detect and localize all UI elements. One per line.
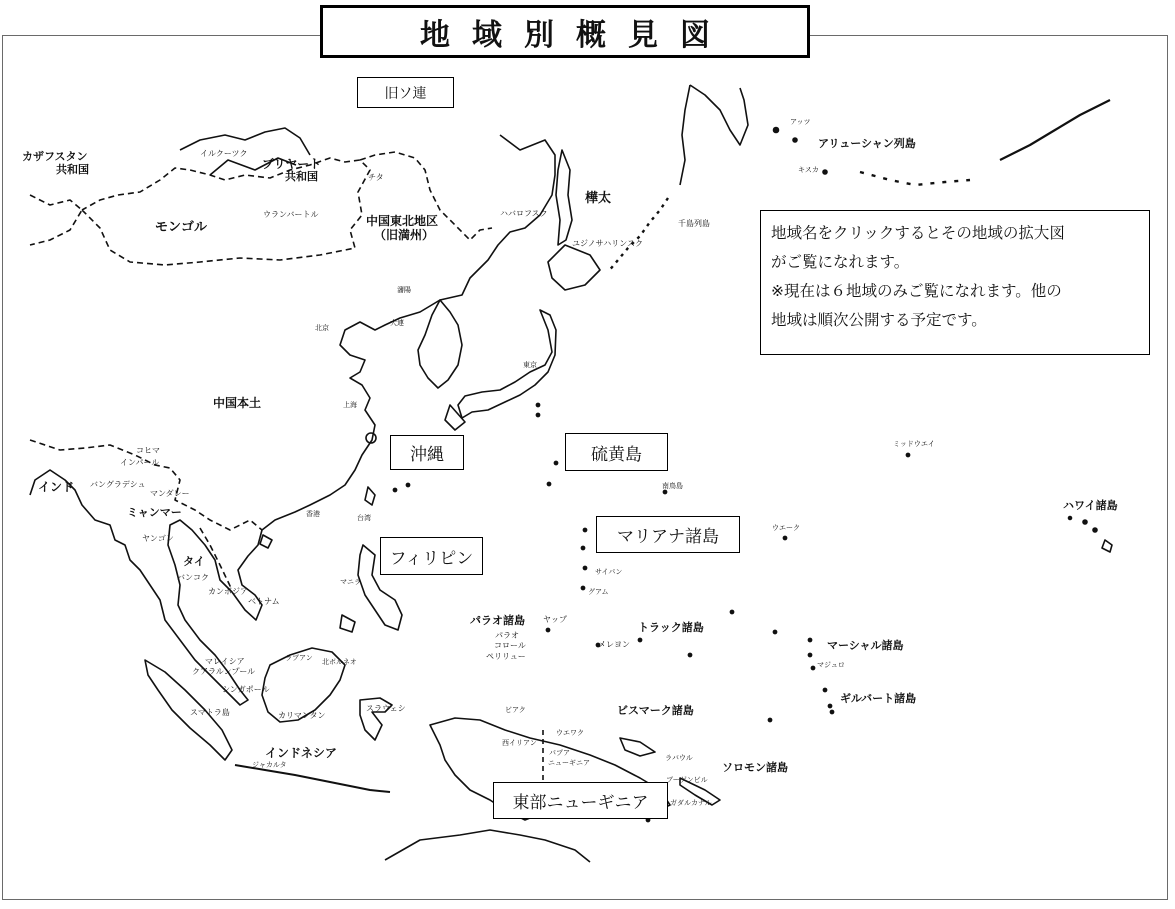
label-karafuto: 樺太 bbox=[585, 191, 612, 206]
instructions-line: 地域は順次公開する予定です。 bbox=[771, 311, 987, 329]
region-button-okinawa[interactable]: 沖縄 bbox=[390, 435, 464, 470]
region-button-iwojima[interactable]: 硫黄島 bbox=[565, 433, 668, 471]
label-kazakhstan-2: 共和国 bbox=[56, 163, 89, 176]
label-labuan: ラブアン bbox=[285, 654, 313, 662]
label-bangkok: バンコク bbox=[177, 573, 209, 582]
label-taiwan: 台湾 bbox=[357, 514, 371, 522]
label-solomon-islands: ソロモン諸島 bbox=[722, 761, 788, 774]
label-mongolia: モンゴル bbox=[155, 220, 208, 235]
label-myanmar: ミャンマー bbox=[127, 506, 182, 519]
label-minamitorishima: 南鳥島 bbox=[662, 482, 683, 490]
label-palau-islands: パラオ諸島 bbox=[470, 614, 525, 627]
label-beijing: 北京 bbox=[315, 324, 329, 332]
label-papua: パプア bbox=[549, 749, 570, 757]
label-chita: チタ bbox=[368, 173, 384, 182]
label-buryat-2: 共和国 bbox=[285, 170, 318, 183]
label-bougainville: ブーゲンビル bbox=[666, 776, 708, 784]
label-yangon: ヤンゴン bbox=[142, 534, 174, 543]
label-shenyang: 瀋陽 bbox=[397, 286, 411, 294]
label-tokyo: 東京 bbox=[523, 361, 537, 369]
label-imphal: インパール bbox=[120, 458, 160, 467]
label-kuril-islands: 千島列島 bbox=[678, 219, 710, 228]
label-marshall-islands: マーシャル諸島 bbox=[827, 639, 904, 652]
label-mandalay: マンダレー bbox=[150, 489, 190, 498]
label-thailand: タイ bbox=[183, 555, 205, 568]
label-truk-islands: トラック諸島 bbox=[638, 621, 704, 634]
label-sumatra: スマトラ島 bbox=[190, 708, 230, 717]
label-shanghai: 上海 bbox=[343, 401, 357, 409]
label-west-irian: 西イリアン bbox=[502, 739, 537, 747]
label-manchuria-2: （旧満州） bbox=[374, 228, 435, 242]
label-woleai: メレヨン bbox=[598, 640, 630, 649]
label-majuro: マジュロ bbox=[817, 661, 845, 669]
instructions-line: 地域名をクリックするとその地域の拡大図 bbox=[771, 224, 1065, 242]
label-sulawesi: スラウェシ bbox=[366, 704, 406, 713]
label-yap: ヤップ bbox=[543, 615, 567, 624]
label-indonesia: インドネシア bbox=[265, 746, 337, 760]
label-jakarta: ジャカルタ bbox=[252, 761, 287, 769]
label-dalian: 大連 bbox=[390, 319, 404, 327]
label-kalimantan: カリマンタン bbox=[278, 711, 326, 720]
label-new-guinea: ニューギニア bbox=[548, 759, 590, 767]
label-saipan: サイパン bbox=[595, 568, 623, 576]
label-north-borneo: 北ボルネオ bbox=[322, 658, 357, 666]
region-button-ussr[interactable]: 旧ソ連 bbox=[357, 77, 454, 108]
label-guam: グアム bbox=[588, 588, 609, 596]
label-buryat: ブリヤート bbox=[262, 157, 322, 171]
label-irkutsk: イルクーツク bbox=[200, 149, 248, 158]
label-china-proper: 中国本土 bbox=[213, 396, 262, 410]
label-midway: ミッドウエイ bbox=[893, 440, 935, 448]
label-koror: コロール bbox=[494, 641, 526, 650]
region-button-philippines[interactable]: フィリピン bbox=[380, 537, 483, 575]
instructions-line: がご覧になれます。 bbox=[771, 253, 910, 271]
label-gilbert-islands: ギルバート諸島 bbox=[840, 692, 917, 705]
instructions-line: ※現在は６地域のみご覧になれます。他の bbox=[771, 282, 1062, 300]
label-kuala-lumpur: クアラルンプール bbox=[192, 667, 256, 676]
label-manchuria: 中国東北地区 bbox=[366, 214, 439, 228]
label-yuzhno-sakhalinsk: ユジノサハリンスク bbox=[572, 239, 643, 248]
label-palau: パラオ bbox=[495, 631, 519, 640]
label-ulaanbaatar: ウランバートル bbox=[263, 210, 319, 219]
label-manila: マニラ bbox=[340, 578, 361, 586]
label-biak: ビアク bbox=[505, 706, 526, 714]
label-aleutian-islands: アリューシャン列島 bbox=[818, 137, 916, 150]
label-singapore: シンガポール bbox=[222, 685, 270, 694]
label-rabaul: ラバウル bbox=[665, 754, 693, 762]
label-kiska: キスカ bbox=[798, 166, 819, 174]
region-button-mariana[interactable]: マリアナ諸島 bbox=[596, 516, 740, 553]
label-peleliu: ペリリュー bbox=[486, 652, 526, 661]
label-kohima: コヒマ bbox=[136, 446, 160, 455]
label-bangladesh: バングラデシュ bbox=[90, 480, 146, 489]
label-cambodia: カンボジア bbox=[208, 587, 248, 596]
label-malaysia: マレイシア bbox=[205, 657, 245, 666]
label-kazakhstan: カザフスタン bbox=[22, 150, 88, 163]
instructions-box bbox=[760, 210, 1150, 355]
label-wewak: ウエワク bbox=[556, 729, 584, 737]
label-hawaii: ハワイ諸島 bbox=[1063, 499, 1118, 512]
page-title: 地域別概見図 bbox=[320, 5, 810, 58]
label-hong-kong: 香港 bbox=[306, 510, 320, 518]
region-button-new-guinea[interactable]: 東部ニューギニア bbox=[493, 782, 668, 819]
label-india: インド bbox=[38, 480, 75, 494]
label-guadalcanal: ガダルカナル bbox=[670, 799, 712, 807]
label-bismarck-islands: ビスマーク諸島 bbox=[617, 704, 694, 717]
label-vietnam: ベトナム bbox=[248, 597, 280, 606]
label-wake: ウエーク bbox=[772, 524, 800, 532]
label-attu: アッツ bbox=[790, 118, 811, 126]
label-khabarovsk: ハバロフスク bbox=[500, 209, 548, 218]
